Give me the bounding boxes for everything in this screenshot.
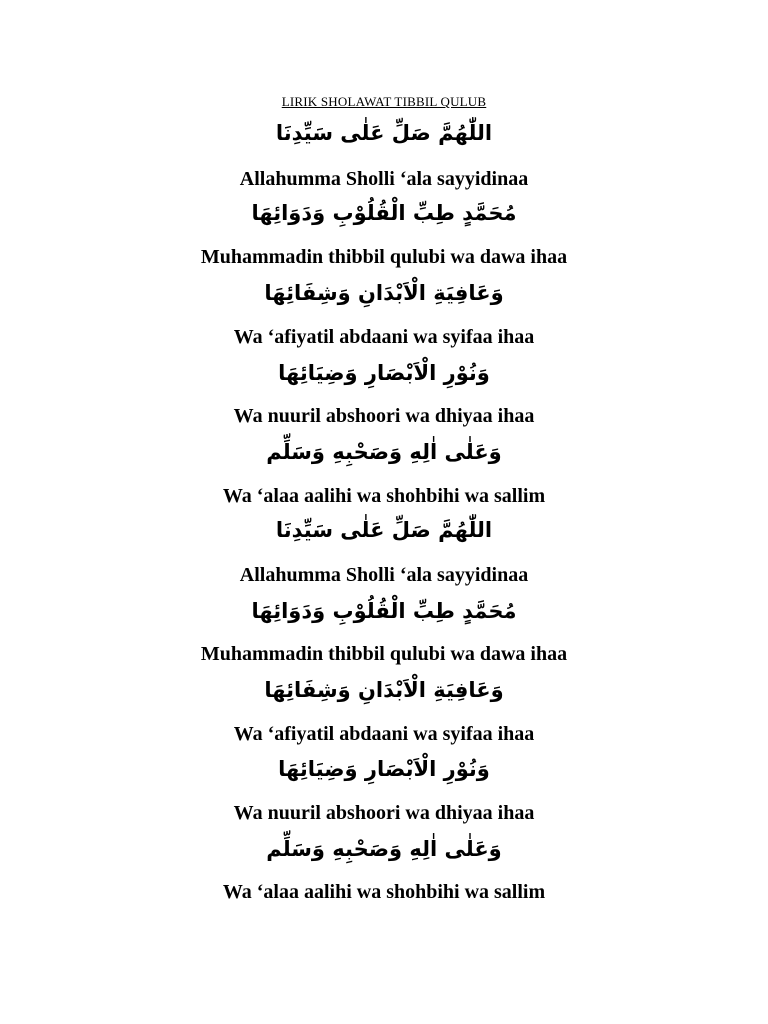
verse-3-latin: Wa ‘afiyatil abdaani wa syifaa ihaa [233, 326, 535, 348]
verse-2-latin: Muhammadin thibbil qulubi wa dawa ihaa [200, 246, 568, 268]
verse-7-latin: Muhammadin thibbil qulubi wa dawa ihaa [200, 643, 568, 665]
verse-6-latin: Allahumma Sholli ‘ala sayyidinaa [239, 564, 529, 586]
verse-9-latin: Wa nuuril abshoori wa dhiyaa ihaa [233, 802, 535, 824]
verse-10-latin: Wa ‘alaa aalihi wa shohbihi wa sallim [222, 881, 546, 903]
verse-1-latin: Allahumma Sholli ‘ala sayyidinaa [239, 168, 529, 190]
verse-3-arabic: وَعَافِيَةِ الْاَبْدَانِ وَشِفَائِهَا [264, 281, 504, 305]
verse-10-arabic: وَعَلٰى اٰلِهِ وَصَحْبِهِ وَسَلِّم [266, 837, 502, 861]
verse-7-arabic: مُحَمَّدٍ طِبِّ الْقُلُوْبِ وَدَوَائِهَا [251, 599, 517, 623]
document-title: LIRIK SHOLAWAT TIBBIL QULUB [281, 94, 487, 109]
verse-6-arabic: اللّٰهُمَّ صَلِّ عَلٰى سَيِّدِنَا [275, 518, 493, 542]
verse-2-arabic: مُحَمَّدٍ طِبِّ الْقُلُوْبِ وَدَوَائِهَا [251, 201, 517, 225]
verse-4-arabic: وَنُوْرِ الْاَبْصَارِ وَضِيَائِهَا [278, 361, 490, 385]
verse-5-arabic: وَعَلٰى اٰلِهِ وَصَحْبِهِ وَسَلِّم [266, 440, 502, 464]
verse-8-arabic: وَعَافِيَةِ الْاَبْدَانِ وَشِفَائِهَا [264, 678, 504, 702]
verse-4-latin: Wa nuuril abshoori wa dhiyaa ihaa [233, 405, 535, 427]
verse-8-latin: Wa ‘afiyatil abdaani wa syifaa ihaa [233, 723, 535, 745]
verse-5-latin: Wa ‘alaa aalihi wa shohbihi wa sallim [222, 485, 546, 507]
verse-1-arabic: اللّٰهُمَّ صَلِّ عَلٰى سَيِّدِنَا [275, 121, 493, 145]
verse-9-arabic: وَنُوْرِ الْاَبْصَارِ وَضِيَائِهَا [278, 757, 490, 781]
